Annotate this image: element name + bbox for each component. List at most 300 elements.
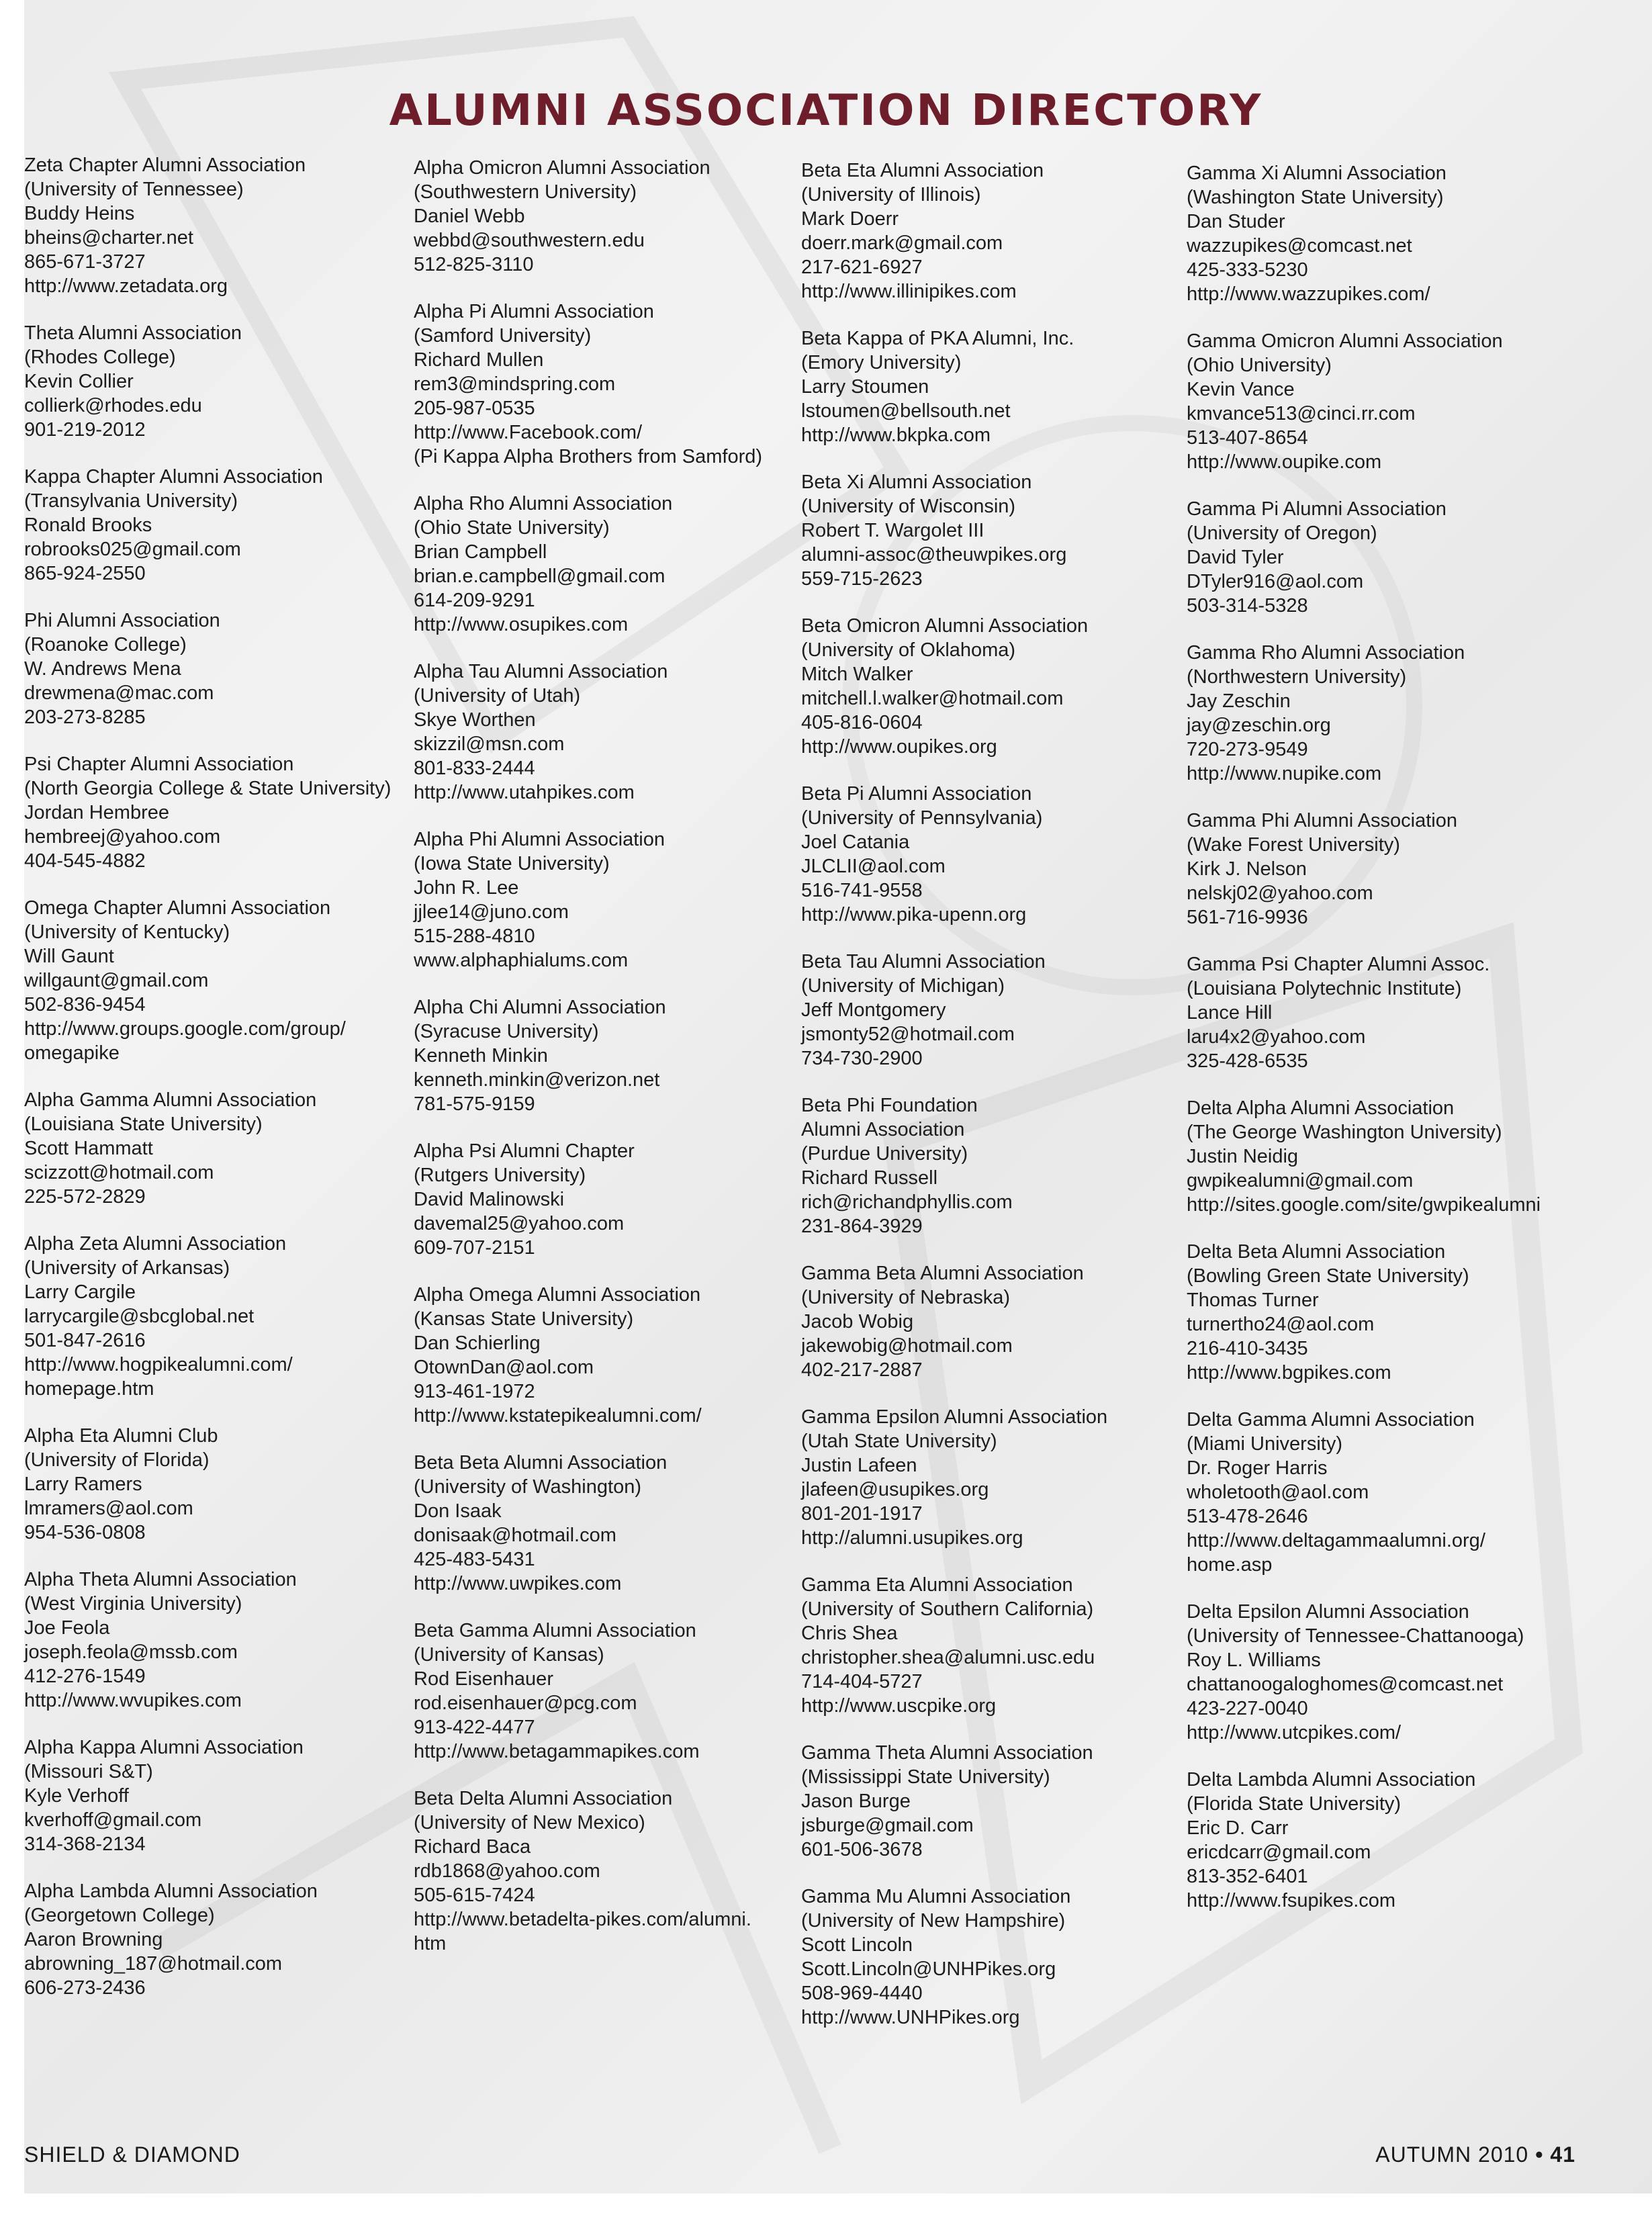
entry-detail-line: Lance Hill bbox=[1187, 1002, 1273, 1024]
entry-detail-line: laru4x2@yahoo.com bbox=[1187, 1026, 1366, 1048]
entry-detail-line: 425-333-5230 bbox=[1187, 259, 1308, 281]
entry-detail-line: larrycargile@sbcglobal.net bbox=[24, 1306, 255, 1327]
entry-detail-line: alumni-assoc@theuwpikes.org bbox=[801, 544, 1067, 565]
entry-detail-line: (Purdue University) bbox=[801, 1143, 968, 1165]
entry-detail-line: home.asp bbox=[1187, 1554, 1273, 1576]
entry-detail-line: (Louisiana Polytechnic Institute) bbox=[1187, 978, 1462, 999]
entry-detail-line: (Southwestern University) bbox=[414, 181, 637, 203]
entry-association-name: Alpha Zeta Alumni Association bbox=[24, 1233, 287, 1255]
entry-detail-line: http://www.betagammapikes.com bbox=[414, 1741, 700, 1762]
directory-entry bbox=[801, 614, 1197, 759]
entry-detail-line: http://www.bgpikes.com bbox=[1187, 1362, 1391, 1384]
entry-detail-line: 720-273-9549 bbox=[1187, 739, 1308, 760]
entry-detail-line: (Miami University) bbox=[1187, 1433, 1342, 1455]
entry-detail-line: rdb1868@yahoo.com bbox=[414, 1860, 600, 1882]
page-title: ALUMNI ASSOCIATION DIRECTORY bbox=[389, 86, 1263, 136]
entry-detail-line: jakewobig@hotmail.com bbox=[801, 1335, 1013, 1357]
entry-detail-line: 714-404-5727 bbox=[801, 1671, 923, 1692]
entry-detail-line: Dan Schierling bbox=[414, 1332, 541, 1354]
entry-detail-line: kenneth.minkin@verizon.net bbox=[414, 1069, 660, 1091]
directory-entry bbox=[801, 1573, 1197, 1718]
entry-association-name: Gamma Rho Alumni Association bbox=[1187, 642, 1465, 664]
directory-entry bbox=[1187, 497, 1583, 618]
entry-detail-line: jay@zeschin.org bbox=[1187, 715, 1331, 736]
entry-detail-line: willgaunt@gmail.com bbox=[24, 970, 209, 991]
directory-entry bbox=[24, 153, 420, 298]
directory-column-3 bbox=[801, 158, 1197, 2052]
entry-detail-line: Daniel Webb bbox=[414, 206, 525, 227]
entry-detail-line: http://www.hogpikealumni.com/ bbox=[24, 1354, 293, 1375]
directory-entry bbox=[414, 492, 810, 637]
entry-detail-line: Buddy Heins bbox=[24, 203, 135, 224]
entry-detail-line: Dr. Roger Harris bbox=[1187, 1457, 1328, 1479]
entry-detail-line: (Rhodes College) bbox=[24, 347, 176, 368]
entry-detail-line: 205-987-0535 bbox=[414, 398, 535, 419]
entry-detail-line: Jordan Hembree bbox=[24, 802, 169, 823]
directory-entry bbox=[24, 752, 420, 873]
entry-detail-line: wholetooth@aol.com bbox=[1187, 1482, 1369, 1503]
directory-entry bbox=[414, 660, 810, 805]
directory-entry bbox=[801, 470, 1197, 591]
entry-detail-line: (Louisiana State University) bbox=[24, 1114, 263, 1135]
entry-detail-line: DTyler916@aol.com bbox=[1187, 571, 1364, 592]
entry-detail-line: http://sites.google.com/site/gwpikealumni bbox=[1187, 1194, 1541, 1216]
entry-detail-line: (Georgetown College) bbox=[24, 1905, 215, 1926]
entry-detail-line: joseph.feola@mssb.com bbox=[24, 1641, 238, 1663]
entry-association-name: Gamma Epsilon Alumni Association bbox=[801, 1406, 1108, 1428]
entry-detail-line: Roy L. Williams bbox=[1187, 1649, 1321, 1671]
entry-detail-line: http://www.utahpikes.com bbox=[414, 782, 635, 803]
directory-entry bbox=[24, 465, 420, 586]
entry-detail-line: (University of New Mexico) bbox=[414, 1812, 645, 1833]
entry-detail-line: (University of Tennessee) bbox=[24, 179, 244, 200]
entry-detail-line: http://www.oupike.com bbox=[1187, 451, 1382, 473]
entry-detail-line: Larry Ramers bbox=[24, 1474, 142, 1495]
entry-detail-line: Aaron Browning bbox=[24, 1929, 163, 1950]
directory-entry bbox=[801, 1405, 1197, 1550]
entry-detail-line: kverhoff@gmail.com bbox=[24, 1809, 202, 1831]
entry-detail-line: (University of Southern California) bbox=[801, 1598, 1094, 1620]
entry-detail-line: Jacob Wobig bbox=[801, 1311, 914, 1332]
entry-detail-line: 412-276-1549 bbox=[24, 1666, 146, 1687]
entry-detail-line: gwpikealumni@gmail.com bbox=[1187, 1170, 1414, 1191]
entry-detail-line: lmramers@aol.com bbox=[24, 1498, 193, 1519]
directory-entry bbox=[801, 326, 1197, 447]
entry-association-name: Gamma Beta Alumni Association bbox=[801, 1263, 1084, 1284]
page-number: 41 bbox=[1550, 2142, 1575, 2167]
entry-detail-line: David Malinowski bbox=[414, 1189, 565, 1210]
entry-detail-line: http://www.Facebook.com/ bbox=[414, 422, 643, 443]
directory-entry bbox=[414, 1786, 810, 1956]
directory-entry bbox=[414, 156, 810, 277]
entry-association-name: Alpha Omega Alumni Association bbox=[414, 1284, 701, 1306]
footer-issue: AUTUMN 2010 bbox=[1375, 2142, 1529, 2167]
entry-detail-line: (University of Oklahoma) bbox=[801, 639, 1016, 661]
entry-association-name: Alpha Tau Alumni Association bbox=[414, 661, 668, 682]
entry-detail-line: Larry Stoumen bbox=[801, 376, 929, 398]
directory-entry bbox=[1187, 1600, 1583, 1745]
entry-detail-line: Jay Zeschin bbox=[1187, 690, 1291, 712]
entry-detail-line: Kirk J. Nelson bbox=[1187, 858, 1307, 880]
entry-detail-line: Scott.Lincoln@UNHPikes.org bbox=[801, 1958, 1056, 1980]
entry-detail-line: 404-545-4882 bbox=[24, 850, 146, 872]
entry-detail-line: Thomas Turner bbox=[1187, 1289, 1319, 1311]
entry-detail-line: mitchell.l.walker@hotmail.com bbox=[801, 688, 1064, 709]
entry-association-name: Gamma Pi Alumni Association bbox=[1187, 498, 1447, 520]
directory-entry bbox=[24, 896, 420, 1065]
directory-entry bbox=[24, 608, 420, 729]
directory-entry bbox=[1187, 1768, 1583, 1913]
entry-detail-line: (University of Kansas) bbox=[414, 1644, 604, 1666]
entry-detail-line: Alumni Association bbox=[801, 1119, 965, 1140]
entry-detail-line: Scott Hammatt bbox=[24, 1138, 153, 1159]
entry-detail-line: (Missouri S&T) bbox=[24, 1761, 153, 1782]
entry-detail-line: 561-716-9936 bbox=[1187, 907, 1308, 928]
entry-detail-line: (North Georgia College & State University) bbox=[24, 778, 392, 799]
entry-detail-line: (University of Oregon) bbox=[1187, 523, 1377, 544]
directory-entry bbox=[414, 1283, 810, 1428]
entry-detail-line: 503-314-5328 bbox=[1187, 595, 1308, 617]
entry-detail-line: 954-536-0808 bbox=[24, 1522, 146, 1543]
entry-detail-line: omegapike bbox=[24, 1042, 120, 1064]
entry-association-name: Gamma Eta Alumni Association bbox=[801, 1574, 1073, 1596]
entry-detail-line: 901-219-2012 bbox=[24, 419, 146, 441]
entry-detail-line: lstoumen@bellsouth.net bbox=[801, 400, 1011, 422]
entry-association-name: Alpha Psi Alumni Chapter bbox=[414, 1140, 635, 1162]
entry-detail-line: (University of Utah) bbox=[414, 685, 581, 707]
directory-entry bbox=[24, 1568, 420, 1713]
entry-detail-line: ericdcarr@gmail.com bbox=[1187, 1842, 1371, 1863]
entry-detail-line: Justin Lafeen bbox=[801, 1455, 917, 1476]
entry-detail-line: (Iowa State University) bbox=[414, 853, 610, 874]
entry-detail-line: (West Virginia University) bbox=[24, 1593, 242, 1615]
entry-association-name: Beta Delta Alumni Association bbox=[414, 1788, 673, 1809]
entry-detail-line: Rod Eisenhauer bbox=[414, 1668, 553, 1690]
entry-detail-line: (University of Wisconsin) bbox=[801, 496, 1016, 517]
entry-detail-line: kmvance513@cinci.rr.com bbox=[1187, 403, 1416, 424]
entry-detail-line: webbd@southwestern.edu bbox=[414, 230, 645, 251]
directory-entry bbox=[1187, 329, 1583, 474]
entry-detail-line: Jason Burge bbox=[801, 1791, 911, 1812]
entry-association-name: Alpha Eta Alumni Club bbox=[24, 1425, 218, 1447]
entry-association-name: Gamma Xi Alumni Association bbox=[1187, 163, 1447, 184]
entry-detail-line: christopher.shea@alumni.usc.edu bbox=[801, 1647, 1095, 1668]
entry-detail-line: 513-478-2646 bbox=[1187, 1506, 1308, 1527]
entry-detail-line: collierk@rhodes.edu bbox=[24, 395, 202, 416]
entry-detail-line: jlafeen@usupikes.org bbox=[801, 1479, 989, 1500]
page-bottom-margin bbox=[0, 2193, 1652, 2221]
entry-detail-line: Scott Lincoln bbox=[801, 1934, 913, 1956]
directory-entry bbox=[414, 300, 810, 469]
entry-association-name: Alpha Kappa Alumni Association bbox=[24, 1737, 304, 1758]
entry-detail-line: Richard Russell bbox=[801, 1167, 938, 1189]
entry-detail-line: skizzil@msn.com bbox=[414, 733, 565, 755]
entry-detail-line: 505-615-7424 bbox=[414, 1885, 535, 1906]
entry-detail-line: (University of Illinois) bbox=[801, 184, 981, 206]
entry-association-name: Kappa Chapter Alumni Association bbox=[24, 466, 323, 488]
entry-detail-line: 559-715-2623 bbox=[801, 568, 923, 590]
entry-detail-line: http://www.pika-upenn.org bbox=[801, 904, 1027, 925]
entry-detail-line: http://www.fsupikes.com bbox=[1187, 1890, 1396, 1911]
entry-detail-line: John R. Lee bbox=[414, 877, 519, 899]
entry-detail-line: 502-836-9454 bbox=[24, 994, 146, 1015]
entry-detail-line: http://www.illinipikes.com bbox=[801, 281, 1017, 302]
entry-association-name: Delta Alpha Alumni Association bbox=[1187, 1097, 1455, 1119]
entry-detail-line: 813-352-6401 bbox=[1187, 1866, 1308, 1887]
entry-detail-line: Richard Mullen bbox=[414, 349, 544, 371]
directory-entry bbox=[801, 782, 1197, 927]
directory-entry bbox=[1187, 1240, 1583, 1385]
entry-detail-line: 203-273-8285 bbox=[24, 707, 146, 728]
entry-detail-line: Dan Studer bbox=[1187, 211, 1285, 232]
entry-detail-line: Justin Neidig bbox=[1187, 1146, 1299, 1167]
entry-detail-line: (Syracuse University) bbox=[414, 1021, 599, 1042]
entry-detail-line: Kyle Verhoff bbox=[24, 1785, 129, 1807]
entry-detail-line: jjlee14@juno.com bbox=[414, 901, 569, 923]
entry-detail-line: http://www.deltagammaalumni.org/ bbox=[1187, 1530, 1485, 1551]
entry-detail-line: Jeff Montgomery bbox=[801, 999, 946, 1021]
entry-detail-line: Joel Catania bbox=[801, 831, 910, 853]
entry-detail-line: Richard Baca bbox=[414, 1836, 531, 1858]
directory-entry bbox=[24, 1424, 420, 1545]
directory-entry bbox=[1187, 809, 1583, 930]
entry-detail-line: 405-816-0604 bbox=[801, 712, 923, 733]
entry-detail-line: 606-273-2436 bbox=[24, 1977, 146, 1999]
entry-detail-line: 614-209-9291 bbox=[414, 590, 535, 611]
entry-detail-line: http://www.osupikes.com bbox=[414, 614, 629, 635]
entry-detail-line: (Florida State University) bbox=[1187, 1793, 1402, 1815]
entry-detail-line: 423-227-0040 bbox=[1187, 1698, 1308, 1719]
entry-detail-line: jsburge@gmail.com bbox=[801, 1815, 974, 1836]
entry-detail-line: (Kansas State University) bbox=[414, 1308, 634, 1330]
entry-detail-line: (Ohio University) bbox=[1187, 355, 1332, 376]
entry-association-name: Delta Gamma Alumni Association bbox=[1187, 1409, 1475, 1431]
entry-detail-line: 402-217-2887 bbox=[801, 1359, 923, 1381]
entry-detail-line: turnertho24@aol.com bbox=[1187, 1314, 1375, 1335]
entry-detail-line: http://www.wvupikes.com bbox=[24, 1690, 242, 1711]
entry-detail-line: http://www.uwpikes.com bbox=[414, 1573, 622, 1594]
entry-association-name: Beta Pi Alumni Association bbox=[801, 783, 1032, 805]
entry-detail-line: (Roanoke College) bbox=[24, 634, 187, 655]
entry-detail-line: 515-288-4810 bbox=[414, 925, 535, 947]
entry-detail-line: robrooks025@gmail.com bbox=[24, 539, 241, 560]
entry-association-name: Psi Chapter Alumni Association bbox=[24, 754, 294, 775]
entry-detail-line: 501-847-2616 bbox=[24, 1330, 146, 1351]
entry-association-name: Beta Tau Alumni Association bbox=[801, 951, 1046, 972]
entry-detail-line: hembreej@yahoo.com bbox=[24, 826, 221, 848]
entry-detail-line: Mitch Walker bbox=[801, 664, 913, 685]
directory-column-4 bbox=[1187, 161, 1583, 1936]
entry-detail-line: Joe Feola bbox=[24, 1617, 110, 1639]
entry-detail-line: (Ohio State University) bbox=[414, 517, 610, 539]
entry-association-name: Alpha Omicron Alumni Association bbox=[414, 157, 710, 179]
directory-column-1 bbox=[24, 153, 420, 2023]
entry-detail-line: 601-506-3678 bbox=[801, 1839, 923, 1860]
entry-detail-line: (University of Kentucky) bbox=[24, 921, 230, 943]
directory-entry bbox=[801, 1093, 1197, 1238]
entry-detail-line: Robert T. Wargolet III bbox=[801, 520, 984, 541]
directory-entry bbox=[801, 1885, 1197, 2030]
directory-entry bbox=[24, 1879, 420, 2000]
entry-detail-line: 225-572-2829 bbox=[24, 1186, 146, 1208]
entry-detail-line: Larry Cargile bbox=[24, 1281, 136, 1303]
entry-detail-line: OtownDan@aol.com bbox=[414, 1357, 594, 1378]
entry-association-name: Alpha Lambda Alumni Association bbox=[24, 1880, 318, 1902]
entry-association-name: Alpha Theta Alumni Association bbox=[24, 1569, 297, 1590]
directory-entry bbox=[24, 1735, 420, 1856]
entry-association-name: Alpha Chi Alumni Association bbox=[414, 997, 666, 1018]
entry-detail-line: (University of Florida) bbox=[24, 1449, 210, 1471]
entry-detail-line: Will Gaunt bbox=[24, 946, 114, 967]
entry-detail-line: Kenneth Minkin bbox=[414, 1045, 548, 1067]
entry-detail-line: http://www.UNHPikes.org bbox=[801, 2007, 1020, 2028]
entry-detail-line: 801-833-2444 bbox=[414, 758, 535, 779]
entry-detail-line: (Rutgers University) bbox=[414, 1165, 586, 1186]
entry-association-name: Phi Alumni Association bbox=[24, 610, 220, 631]
entry-detail-line: 734-730-2900 bbox=[801, 1048, 923, 1069]
entry-association-name: Omega Chapter Alumni Association bbox=[24, 897, 331, 919]
entry-detail-line: http://www.wazzupikes.com/ bbox=[1187, 283, 1430, 305]
entry-detail-line: http://www.groups.google.com/group/ bbox=[24, 1018, 346, 1040]
entry-detail-line: Ronald Brooks bbox=[24, 514, 152, 536]
entry-detail-line: (Bowling Green State University) bbox=[1187, 1265, 1469, 1287]
entry-association-name: Beta Beta Alumni Association bbox=[414, 1452, 668, 1474]
entry-detail-line: doerr.mark@gmail.com bbox=[801, 232, 1003, 254]
directory-entry bbox=[24, 1232, 420, 1401]
entry-detail-line: wazzupikes@comcast.net bbox=[1187, 235, 1412, 257]
entry-association-name: Delta Lambda Alumni Association bbox=[1187, 1769, 1476, 1791]
directory-entry bbox=[1187, 641, 1583, 786]
entry-detail-line: (University of Pennsylvania) bbox=[801, 807, 1043, 829]
entry-detail-line: 508-969-4440 bbox=[801, 1983, 923, 2004]
directory-entry bbox=[414, 995, 810, 1116]
entry-detail-line: (University of Tennessee-Chattanooga) bbox=[1187, 1625, 1524, 1647]
entry-detail-line: (Mississippi State University) bbox=[801, 1766, 1050, 1788]
entry-detail-line: homepage.htm bbox=[24, 1378, 154, 1400]
entry-detail-line: htm bbox=[414, 1933, 447, 1954]
entry-detail-line: http://www.oupikes.org bbox=[801, 736, 997, 758]
entry-detail-line: Chris Shea bbox=[801, 1623, 898, 1644]
entry-detail-line: (University of Arkansas) bbox=[24, 1257, 230, 1279]
directory-entry bbox=[414, 827, 810, 972]
entry-detail-line: 314-368-2134 bbox=[24, 1833, 146, 1855]
entry-association-name: Beta Phi Foundation bbox=[801, 1095, 978, 1116]
entry-detail-line: bheins@charter.net bbox=[24, 227, 193, 248]
directory-entry bbox=[801, 1741, 1197, 1862]
entry-detail-line: (University of New Hampshire) bbox=[801, 1910, 1066, 1932]
directory-column-2 bbox=[414, 156, 810, 1979]
entry-detail-line: W. Andrews Mena bbox=[24, 658, 181, 680]
entry-detail-line: 516-741-9558 bbox=[801, 880, 923, 901]
entry-association-name: Beta Kappa of PKA Alumni, Inc. bbox=[801, 328, 1074, 349]
entry-detail-line: Brian Campbell bbox=[414, 541, 547, 563]
entry-detail-line: Kevin Vance bbox=[1187, 379, 1295, 400]
entry-detail-line: (Wake Forest University) bbox=[1187, 834, 1400, 856]
entry-detail-line: http://www.utcpikes.com/ bbox=[1187, 1722, 1402, 1743]
entry-detail-line: http://alumni.usupikes.org bbox=[801, 1527, 1023, 1549]
entry-detail-line: (Utah State University) bbox=[801, 1431, 997, 1452]
entry-detail-line: Eric D. Carr bbox=[1187, 1817, 1289, 1839]
entry-detail-line: 781-575-9159 bbox=[414, 1093, 535, 1115]
entry-association-name: Beta Eta Alumni Association bbox=[801, 160, 1044, 181]
entry-detail-line: http://www.uscpike.org bbox=[801, 1695, 997, 1717]
entry-detail-line: http://www.bkpka.com bbox=[801, 424, 991, 446]
directory-entry bbox=[801, 950, 1197, 1071]
directory-entry bbox=[1187, 161, 1583, 306]
entry-association-name: Theta Alumni Association bbox=[24, 322, 242, 344]
entry-detail-line: 609-707-2151 bbox=[414, 1237, 535, 1259]
entry-detail-line: (Northwestern University) bbox=[1187, 666, 1407, 688]
entry-detail-line: 913-422-4477 bbox=[414, 1717, 535, 1738]
entry-detail-line: (Emory University) bbox=[801, 352, 962, 373]
entry-detail-line: rod.eisenhauer@pcg.com bbox=[414, 1692, 637, 1714]
directory-entry bbox=[414, 1139, 810, 1260]
entry-association-name: Delta Beta Alumni Association bbox=[1187, 1241, 1446, 1263]
directory-entry bbox=[24, 1088, 420, 1209]
entry-detail-line: rich@richandphyllis.com bbox=[801, 1191, 1013, 1213]
entry-association-name: Gamma Psi Chapter Alumni Assoc. bbox=[1187, 954, 1490, 975]
entry-association-name: Beta Omicron Alumni Association bbox=[801, 615, 1089, 637]
entry-detail-line: http://www.zetadata.org bbox=[24, 275, 228, 297]
entry-association-name: Beta Gamma Alumni Association bbox=[414, 1620, 696, 1641]
entry-association-name: Delta Epsilon Alumni Association bbox=[1187, 1601, 1469, 1623]
entry-detail-line: Don Isaak bbox=[414, 1500, 502, 1522]
entry-detail-line: jsmonty52@hotmail.com bbox=[801, 1024, 1015, 1045]
directory-entry bbox=[1187, 952, 1583, 1073]
entry-detail-line: (Pi Kappa Alpha Brothers from Samford) bbox=[414, 446, 763, 467]
entry-association-name: Beta Xi Alumni Association bbox=[801, 471, 1032, 493]
directory-entry bbox=[414, 1451, 810, 1596]
directory-entry bbox=[1187, 1408, 1583, 1577]
entry-association-name: Alpha Phi Alumni Association bbox=[414, 829, 665, 850]
entry-association-name: Alpha Pi Alumni Association bbox=[414, 301, 654, 322]
entry-detail-line: 217-621-6927 bbox=[801, 257, 923, 278]
entry-detail-line: brian.e.campbell@gmail.com bbox=[414, 565, 666, 587]
entry-detail-line: (Samford University) bbox=[414, 325, 592, 347]
footer-issue-page bbox=[1375, 2142, 1575, 2167]
entry-detail-line: 513-407-8654 bbox=[1187, 427, 1308, 449]
entry-detail-line: Skye Worthen bbox=[414, 709, 536, 731]
entry-detail-line: drewmena@mac.com bbox=[24, 682, 214, 704]
entry-detail-line: (The George Washington University) bbox=[1187, 1122, 1502, 1143]
entry-detail-line: 325-428-6535 bbox=[1187, 1050, 1308, 1072]
entry-detail-line: (University of Washington) bbox=[414, 1476, 641, 1498]
entry-detail-line: (Transylvania University) bbox=[24, 490, 238, 512]
directory-entry bbox=[801, 1261, 1197, 1382]
entry-detail-line: http://www.kstatepikealumni.com/ bbox=[414, 1405, 702, 1426]
entry-association-name: Zeta Chapter Alumni Association bbox=[24, 154, 306, 176]
entry-detail-line: http://www.betadelta-pikes.com/alumni. bbox=[414, 1909, 751, 1930]
entry-detail-line: (Washington State University) bbox=[1187, 187, 1444, 208]
entry-detail-line: 865-671-3727 bbox=[24, 251, 146, 273]
entry-detail-line: (University of Michigan) bbox=[801, 975, 1005, 997]
entry-detail-line: rem3@mindspring.com bbox=[414, 373, 616, 395]
directory-entry bbox=[414, 1619, 810, 1764]
entry-detail-line: 913-461-1972 bbox=[414, 1381, 535, 1402]
entry-association-name: Alpha Rho Alumni Association bbox=[414, 493, 673, 514]
entry-detail-line: www.alphaphialums.com bbox=[414, 950, 629, 971]
entry-detail-line: (University of Nebraska) bbox=[801, 1287, 1011, 1308]
entry-detail-line: Mark Doerr bbox=[801, 208, 899, 230]
entry-detail-line: http://www.nupike.com bbox=[1187, 763, 1382, 784]
entry-association-name: Gamma Mu Alumni Association bbox=[801, 1886, 1071, 1907]
entry-detail-line: davemal25@yahoo.com bbox=[414, 1213, 625, 1234]
entry-detail-line: 425-483-5431 bbox=[414, 1549, 535, 1570]
directory-entry bbox=[24, 321, 420, 442]
entry-detail-line: JLCLII@aol.com bbox=[801, 856, 946, 877]
entry-detail-line: 801-201-1917 bbox=[801, 1503, 923, 1525]
entry-detail-line: 865-924-2550 bbox=[24, 563, 146, 584]
